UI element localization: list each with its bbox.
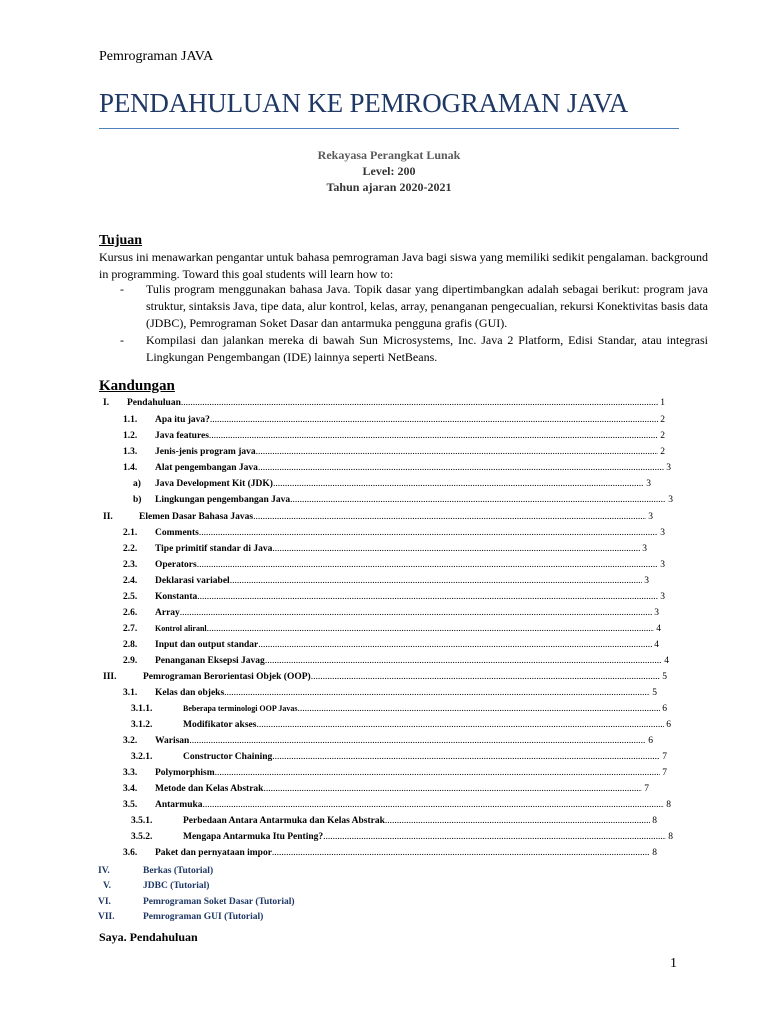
toc-entry xyxy=(99,720,689,736)
toc-label: Constructor Chaining xyxy=(183,752,273,762)
toc-number: V. xyxy=(103,881,112,891)
toc-leader-dots xyxy=(258,463,664,473)
toc-label: Pemrograman GUI (Tutorial) xyxy=(143,912,264,922)
toc-leader-dots xyxy=(197,592,658,602)
toc-entry xyxy=(99,463,689,479)
toc-entry xyxy=(99,560,689,576)
toc-entry xyxy=(99,415,689,431)
toc-page-number: 3 xyxy=(644,576,649,586)
toc-leader-dots xyxy=(207,624,655,634)
toc-label: Jenis-jenis program java xyxy=(155,447,256,457)
toc-page-number: 4 xyxy=(656,624,661,634)
toc-leader-dots xyxy=(256,720,664,730)
toc-leader-dots xyxy=(297,704,660,714)
toc-page-number: 5 xyxy=(652,688,657,698)
toc-page-number: 3 xyxy=(646,479,651,489)
toc-leader-dots xyxy=(203,800,665,810)
toc-entry xyxy=(99,832,689,848)
toc-link[interactable] xyxy=(99,866,689,882)
toc-leader-dots xyxy=(209,431,658,441)
toc-leader-dots xyxy=(215,768,661,778)
toc-label: Kontrol aliranl xyxy=(155,624,207,633)
toc-leader-dots xyxy=(263,784,642,794)
course-level: Level: 200 xyxy=(362,164,416,178)
toc-label: Java features xyxy=(155,431,209,441)
toc-number: 1.3. xyxy=(123,447,138,457)
toc-label: Lingkungan pengembangan Java xyxy=(155,495,291,505)
toc-entry xyxy=(99,528,689,544)
toc-number: 3.5. xyxy=(123,800,138,810)
toc-number: 3.3. xyxy=(123,768,138,778)
toc-link[interactable] xyxy=(99,912,689,928)
toc-page-number: 3 xyxy=(642,544,647,554)
toc-entry xyxy=(99,431,689,447)
toc-entry xyxy=(99,624,689,640)
toc-entry xyxy=(99,768,689,784)
toc-page-number: 7 xyxy=(662,752,667,762)
toc-number: 3.2. xyxy=(123,736,138,746)
toc-label: JDBC (Tutorial) xyxy=(143,881,210,891)
toc-page-number: 6 xyxy=(662,704,667,714)
toc-leader-dots xyxy=(311,672,661,682)
toc-number: 3.6. xyxy=(123,848,138,858)
toc-label: Pemrograman Berorientasi Objek (OOP) xyxy=(143,672,311,682)
tujuan-bullet-list xyxy=(118,281,708,366)
toc-page-number: 1 xyxy=(660,398,665,408)
toc-label: Input dan output standar xyxy=(155,640,259,650)
toc-link[interactable] xyxy=(99,881,689,897)
toc-number: 2.7. xyxy=(123,624,138,634)
toc-label: Pemrograman Soket Dasar (Tutorial) xyxy=(143,897,295,907)
toc-page-number: 6 xyxy=(648,736,653,746)
toc-page-number: 4 xyxy=(654,640,659,650)
toc-page-number: 7 xyxy=(644,784,649,794)
toc-leader-dots xyxy=(224,688,650,698)
toc-entry xyxy=(99,608,689,624)
toc-entry xyxy=(99,592,689,608)
toc-page-number: 3 xyxy=(660,592,665,602)
course-name: Rekayasa Perangkat Lunak xyxy=(317,148,461,162)
toc-page-number: 3 xyxy=(648,512,653,522)
toc-label: Kelas dan objeks xyxy=(155,688,225,698)
toc-label: Alat pengembangan Java xyxy=(155,463,258,473)
toc-label: Beberapa terminologi OOP Javas xyxy=(183,704,298,713)
toc-page-number: 8 xyxy=(652,816,657,826)
toc-number: 3.1.1. xyxy=(131,704,153,714)
toc-number: 3.5.2. xyxy=(131,832,153,842)
toc-number: 1.2. xyxy=(123,431,138,441)
toc-number: 2.9. xyxy=(123,656,138,666)
toc-number: 3.5.1. xyxy=(131,816,153,826)
toc-leader-dots xyxy=(272,848,650,858)
toc-leader-dots xyxy=(189,736,646,746)
toc-number: a) xyxy=(133,479,141,489)
toc-page-number: 3 xyxy=(654,608,659,618)
toc-number: 2.1. xyxy=(123,528,138,538)
toc-leader-dots xyxy=(230,576,643,586)
toc-number: 3.1.2. xyxy=(131,720,153,730)
toc-number: 3.2.1. xyxy=(131,752,153,762)
toc-entry xyxy=(99,640,689,656)
toc-number: I. xyxy=(103,398,110,408)
toc-leader-dots xyxy=(265,656,662,666)
toc-number: III. xyxy=(103,672,117,682)
toc-page-number: 2 xyxy=(660,431,665,441)
toc-label: Array xyxy=(155,608,180,618)
title-underline xyxy=(99,128,679,129)
running-header: Pemrograman JAVA xyxy=(99,49,214,64)
toc-label: Metode dan Kelas Abstrak xyxy=(155,784,264,794)
toc-number: 2.8. xyxy=(123,640,138,650)
toc-entry xyxy=(99,752,689,768)
toc-number: VI. xyxy=(98,897,111,907)
toc-label: Apa itu java? xyxy=(155,415,210,425)
toc-leader-dots xyxy=(199,528,658,538)
toc-entry xyxy=(99,688,689,704)
toc-leader-dots xyxy=(210,415,658,425)
toc-leader-dots xyxy=(323,832,666,842)
toc-label: Penanganan Eksepsi Javag xyxy=(155,656,265,666)
toc-page-number: 4 xyxy=(664,656,669,666)
toc-label: Polymorphism xyxy=(155,768,215,778)
toc-number: 2.2. xyxy=(123,544,138,554)
toc-page-number: 2 xyxy=(660,447,665,457)
toc-label: Elemen Dasar Bahasa Javas xyxy=(139,512,254,522)
toc-leader-dots xyxy=(197,560,659,570)
toc-number: 2.5. xyxy=(123,592,138,602)
toc-entry xyxy=(99,495,689,511)
toc-leader-dots xyxy=(385,816,650,826)
academic-year: Tahun ajaran 2020-2021 xyxy=(326,180,452,194)
toc-link[interactable] xyxy=(99,897,689,913)
toc-page-number: 8 xyxy=(668,832,673,842)
toc-label: Mengapa Antarmuka Itu Penting? xyxy=(183,832,324,842)
toc-number: 2.4. xyxy=(123,576,138,586)
toc-label: Konstanta xyxy=(155,592,198,602)
toc-leader-dots xyxy=(256,447,659,457)
toc-page-number: 3 xyxy=(660,528,665,538)
toc-leader-dots xyxy=(272,544,640,554)
toc-leader-dots xyxy=(290,495,666,505)
toc-entry xyxy=(99,848,689,864)
toc-number: 2.3. xyxy=(123,560,138,570)
toc-page-number: 8 xyxy=(666,800,671,810)
toc-label: Pendahuluan xyxy=(127,398,181,408)
tujuan-paragraph: Kursus ini menawarkan pengantar untuk bahasa pemrograman Java bagi siswa yang memiliki sedikit pengalaman. background in programming. Toward this goal students will learn how to: xyxy=(99,250,708,281)
toc-page-number: 2 xyxy=(660,415,665,425)
toc-entry xyxy=(99,800,689,816)
toc-number: II. xyxy=(103,512,113,522)
toc-number: IV. xyxy=(98,866,110,876)
toc-page-number: 7 xyxy=(662,768,667,778)
toc-leader-dots xyxy=(180,608,652,618)
page-number: 1 xyxy=(670,956,677,971)
kandungan-heading: Kandungan xyxy=(99,378,175,394)
toc-page-number: 3 xyxy=(668,495,673,505)
toc-entry xyxy=(99,479,689,495)
toc-number: VII. xyxy=(98,912,115,922)
toc-page-number: 6 xyxy=(666,720,671,730)
toc-entry xyxy=(99,656,689,672)
toc-entry xyxy=(99,816,689,832)
toc-number: 2.6. xyxy=(123,608,138,618)
bullet-item: - Tulis program menggunakan bahasa Java. Topik dasar yang dipertimbangkan adalah sebagai berikut: program java struktur, sintaksis Java, tipe data, alur kontrol, kelas, array, penanganan pengecualian, rekursi Konektivitas basis data (JDBC), Pemrograman Soket Dasar dan antarmuka pengguna grafis (GUI). xyxy=(120,282,708,330)
toc-page-number: 3 xyxy=(660,560,665,570)
toc-number: 1.1. xyxy=(123,415,138,425)
toc-page-number: 3 xyxy=(666,463,671,473)
toc-label: Operators xyxy=(155,560,197,570)
toc-number: b) xyxy=(133,495,142,505)
toc-entry xyxy=(99,784,689,800)
toc-number: 1.4. xyxy=(123,463,138,473)
toc-label: Comments xyxy=(155,528,199,538)
toc-entry xyxy=(99,512,689,528)
toc-leader-dots xyxy=(258,640,652,650)
toc-label: Tipe primitif standar di Java xyxy=(155,544,273,554)
document-title: PENDAHULUAN KE PEMROGRAMAN JAVA xyxy=(99,88,629,118)
toc-label: Deklarasi variabel xyxy=(155,576,230,586)
toc-number: 3.1. xyxy=(123,688,138,698)
toc-label: Berkas (Tutorial) xyxy=(143,866,214,876)
toc-entry xyxy=(99,447,689,463)
toc-label: Java Development Kit (JDK) xyxy=(155,479,273,489)
toc-label: Warisan xyxy=(155,736,190,746)
toc-label: Paket dan pernyataan impor xyxy=(155,848,272,858)
toc-page-number: 8 xyxy=(652,848,657,858)
section-heading: Saya. Pendahuluan xyxy=(99,930,198,944)
bullet-item: - Kompilasi dan jalankan mereka di bawah Sun Microsystems, Inc. Java 2 Platform, Edisi Standar, atau integrasi Lingkungan Pengembangan (IDE) lainnya seperti NetBeans. xyxy=(120,333,708,364)
toc-entry xyxy=(99,672,689,688)
toc-entry xyxy=(99,704,689,720)
toc-leader-dots xyxy=(272,752,660,762)
toc-label: Modifikator akses xyxy=(183,720,257,730)
toc-label: Perbedaan Antara Antarmuka dan Kelas Abstrak xyxy=(183,816,385,826)
toc-entry xyxy=(99,736,689,752)
tujuan-heading: Tujuan xyxy=(99,233,143,248)
toc-page-number: 5 xyxy=(662,672,667,682)
toc-entry xyxy=(99,544,689,560)
toc-leader-dots xyxy=(273,479,644,489)
toc-leader-dots xyxy=(253,512,646,522)
toc-number: 3.4. xyxy=(123,784,138,794)
toc-leader-dots xyxy=(181,398,658,408)
toc-label: Antarmuka xyxy=(155,800,203,810)
toc-entry xyxy=(99,576,689,592)
toc-entry xyxy=(99,398,689,414)
